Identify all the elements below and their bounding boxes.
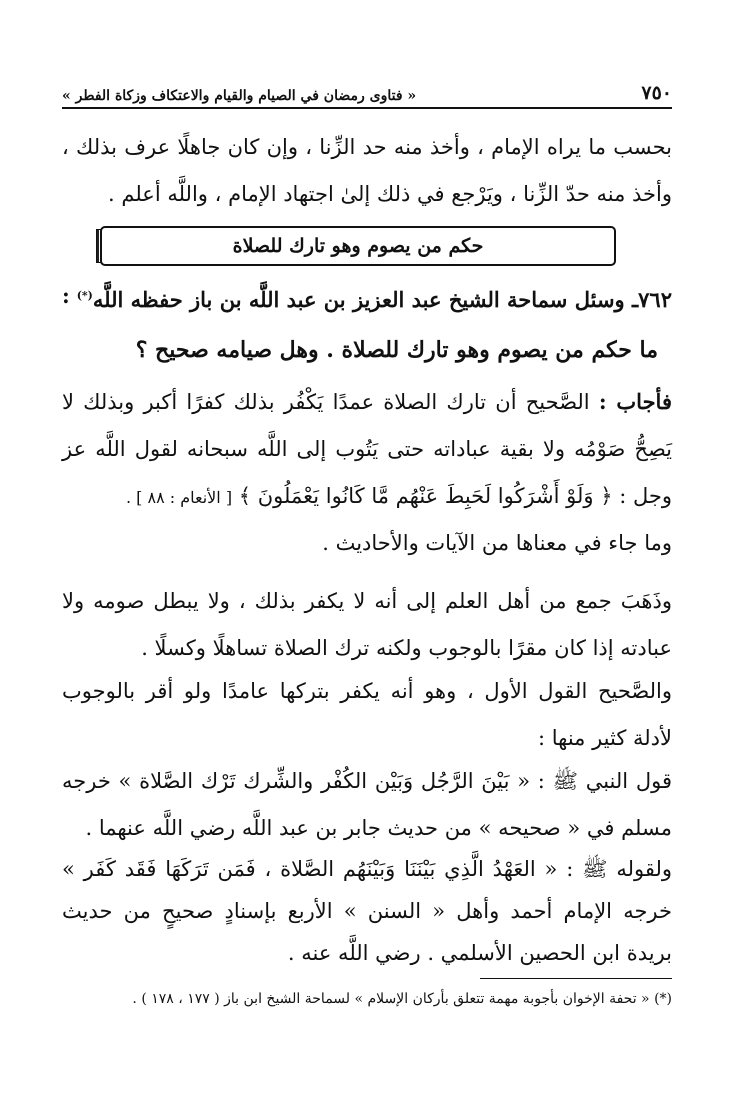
answer-paragraph-6: ولقوله ﷺ : « العَهْدُ الَّذِي بَيْنَنَا وَبَيْنَهُم الصَّلاة ، فَمَن تَرَكَهَا فَقَد كَفَر » خرجه الإمام أحمد وأهل « السنن » الأربع بإسنادٍ صحيحٍ من حديث بريدة ابن الحصين الأسلمي . رضي اللَّه عنه . xyxy=(62,857,672,965)
footnote: (*) « تحفة الإخوان بأجوبة مهمة تتعلق بأركان الإسلام » لسماحة الشيخ ابن باز ( ١٧٧ ، ١٧٨ ) . xyxy=(132,991,672,1007)
answer-paragraph-2: وما جاء في معناها من الآيات والأحاديث . xyxy=(322,531,672,555)
quran-verse: ﴿ وَلَوْ أَشْرَكُوا لَحَبِطَ عَنْهُم مَّا كَانُوا يَعْمَلُونَ ﴾ xyxy=(238,484,613,508)
answer-paragraph-1 xyxy=(62,378,672,521)
answer-paragraph-5: قول النبي ﷺ : « بَيْنَ الرَّجُل وَبَيْن الكُفْر والشِّرك تَرْك الصَّلاة » خرجه مسلم في « صحيحه » من حديث جابر بن عبد اللَّه رضي اللَّه عنهما . xyxy=(62,769,672,840)
verse-reference: [ الأنعام : ٨٨ ] . xyxy=(125,488,233,507)
question-text: ما حكم من يصوم وهو تارك للصلاة . وهل صيامه صحيح ؟ xyxy=(135,337,658,363)
question-header xyxy=(62,276,672,320)
answer-paragraph-4: والصَّحيح القول الأول ، وهو أنه يكفر بتركها عامدًا ولو أقر بالوجوب لأدلة كثير منها : xyxy=(62,679,672,750)
intro-paragraph: بحسب ما يراه الإمام ، وأخذ منه حد الزِّنا ، وإن كان جاهلًا عرف بذلك ، وأخذ منه حدّ الزِّنا ، ويَرْجع في ذلك إلىٰ اجتهاد الإمام ، واللَّه أعلم . xyxy=(62,135,672,206)
footnote-marker: (*) xyxy=(76,289,93,302)
question-number-line: ٧٦٢ـ وسئل سماحة الشيخ عبد العزيز بن عبد اللَّه بن باز حفظه اللَّه xyxy=(92,287,672,312)
header-rule xyxy=(62,107,672,109)
section-title-banner xyxy=(100,226,616,266)
answer-paragraph-3: وذَهَبَ جمع من أهل العلم إلى أنه لا يكفر بذلك ، ولا يبطل صومه ولا عبادته إذا كان مقرًا بالوجوب ولكنه ترك الصلاة تساهلًا وكسلًا . xyxy=(62,589,672,660)
footnote-rule xyxy=(480,978,672,979)
running-title: « فتاوى رمضان في الصيام والقيام والاعتكاف وزكاة الفطر » xyxy=(62,88,417,104)
section-title: حكم من يصوم وهو تارك للصلاة xyxy=(232,235,484,257)
question-colon: : xyxy=(62,283,70,308)
answer-text-1: الصَّحيح أن تارك الصلاة عمدًا يَكْفُر بذلك كفرًا أكبر وبذلك لا يَصِحُّ صَوْمُه ولا بقية عباداته حتى يَتُوب إلى اللَّه سبحانه لقول اللَّه عز وجل : xyxy=(62,390,672,508)
running-header xyxy=(62,80,672,104)
page-number: ٧٥٠ xyxy=(641,82,672,104)
answer-label: فأجاب : xyxy=(598,389,672,414)
